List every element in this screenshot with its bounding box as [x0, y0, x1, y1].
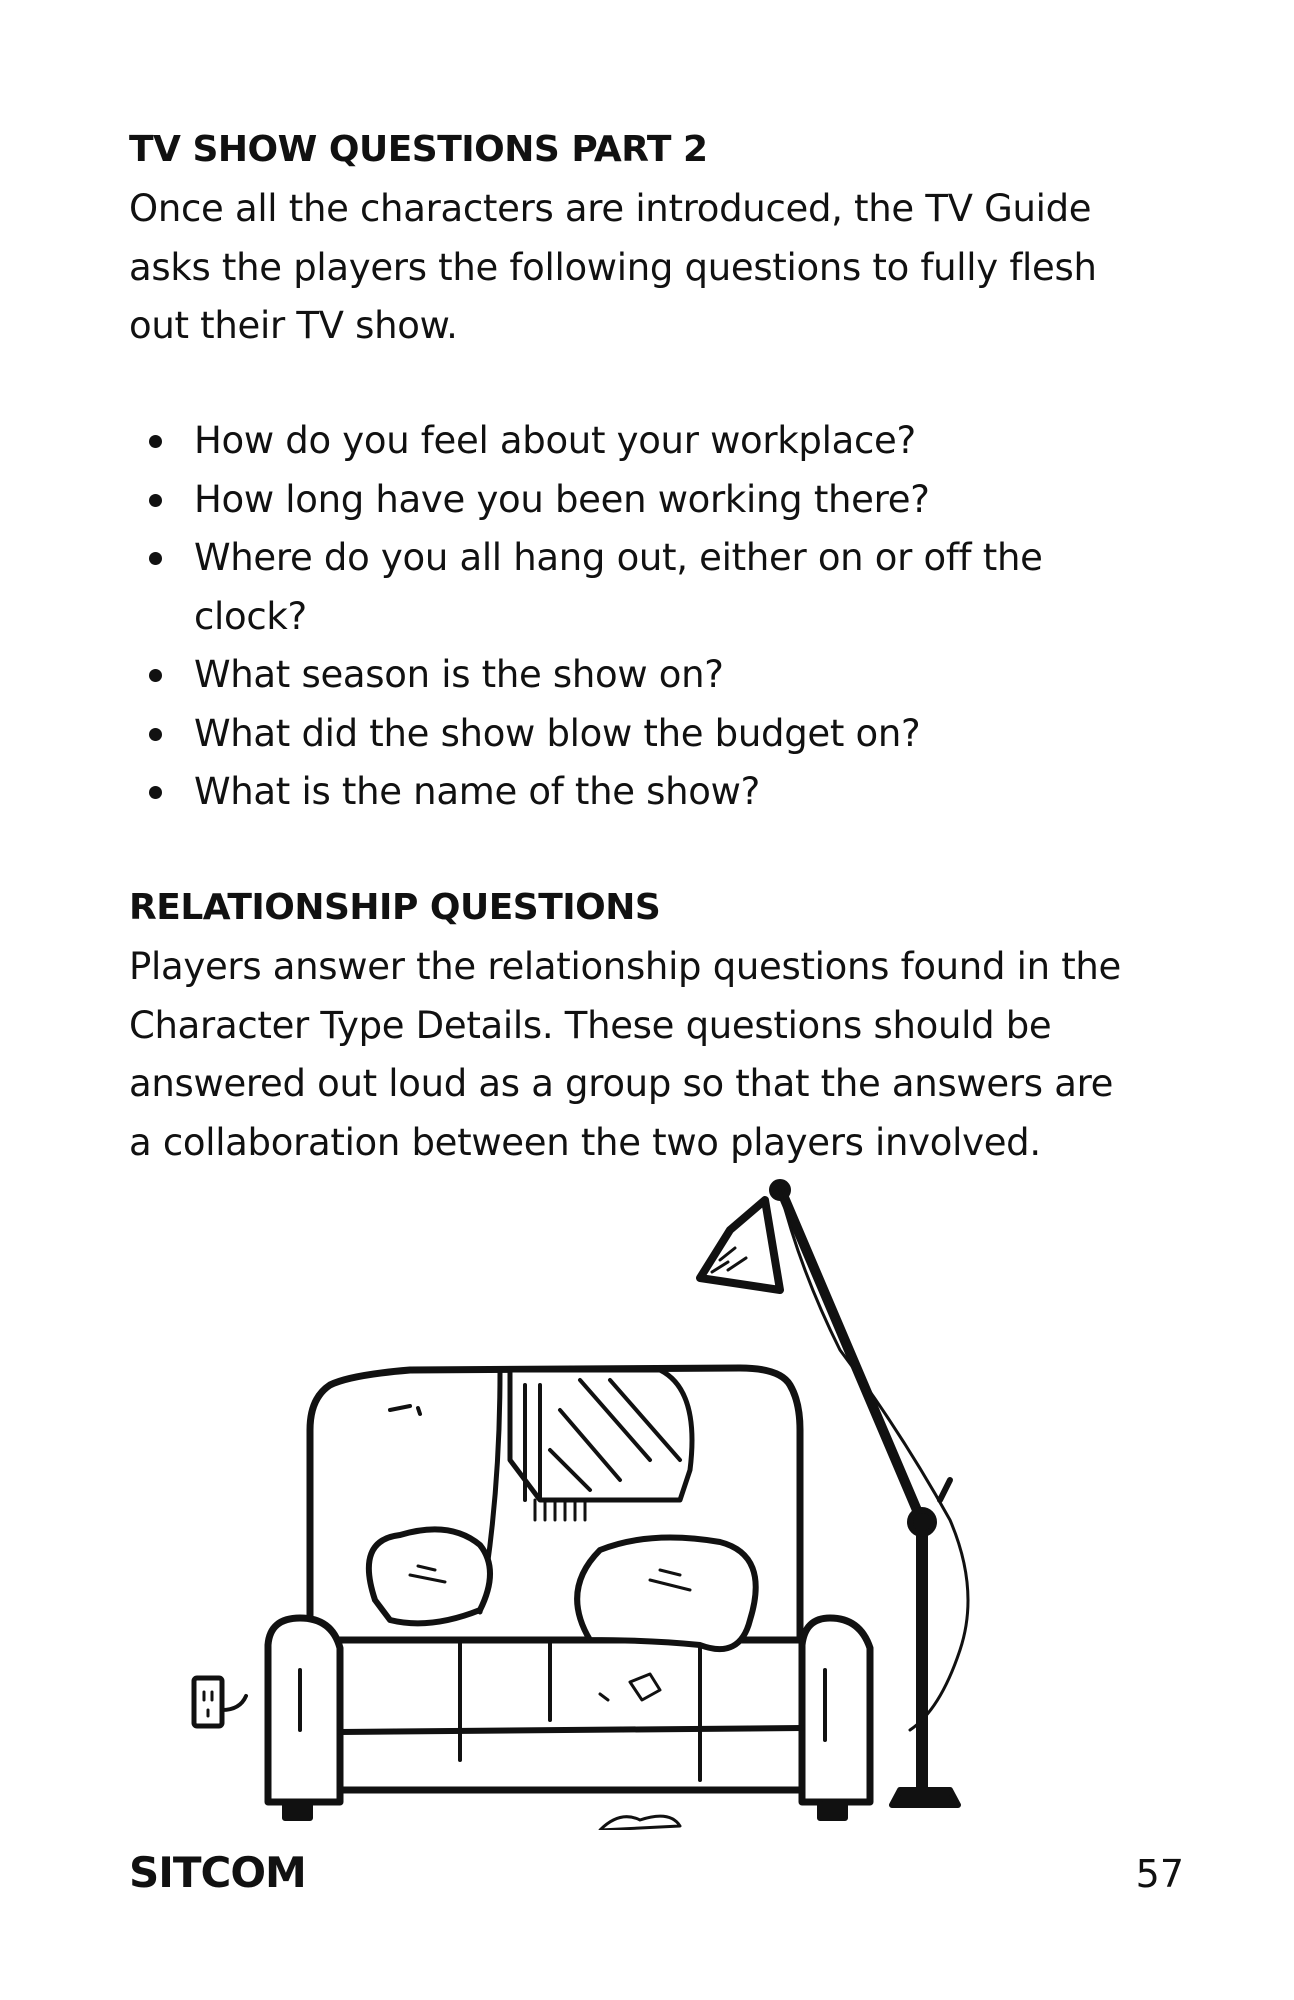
couch-and-floor-lamp-illustration: [180, 1170, 1110, 1830]
section-heading-relationship-questions: RELATIONSHIP QUESTIONS: [129, 887, 661, 928]
wall-outlet-icon: [194, 1678, 246, 1726]
list-item: What season is the show on?: [129, 646, 1159, 705]
couch-icon: [268, 1368, 870, 1830]
bullet-icon: [149, 669, 162, 682]
list-item: How do you feel about your workplace?: [129, 412, 1159, 471]
list-item: Where do you all hang out, either on or off the clock?: [129, 529, 1064, 646]
footer-book-title: SITCOM: [129, 1848, 306, 1897]
tv-show-intro-paragraph: Once all the characters are introduced, the TV Guide asks the players the following questions to fully flesh out their TV show.: [129, 187, 1097, 347]
bullet-icon: [149, 728, 162, 741]
bullet-icon: [149, 435, 162, 448]
relationship-paragraph: Players answer the relationship questions found in the Character Type Details. These questions should be answered out loud as a group so that the answers are a collaboration between the two players involved.: [129, 945, 1122, 1164]
page-number: 57: [1135, 1852, 1184, 1896]
bullet-icon: [149, 786, 162, 799]
list-item: What is the name of the show?: [129, 763, 1159, 822]
bullet-icon: [149, 494, 162, 507]
list-item: How long have you been working there?: [129, 471, 1159, 530]
section-heading-tv-show-questions: TV SHOW QUESTIONS PART 2: [129, 129, 708, 170]
bullet-icon: [149, 552, 162, 565]
list-item: What did the show blow the budget on?: [129, 705, 1159, 764]
tv-show-question-list: [129, 412, 1159, 822]
